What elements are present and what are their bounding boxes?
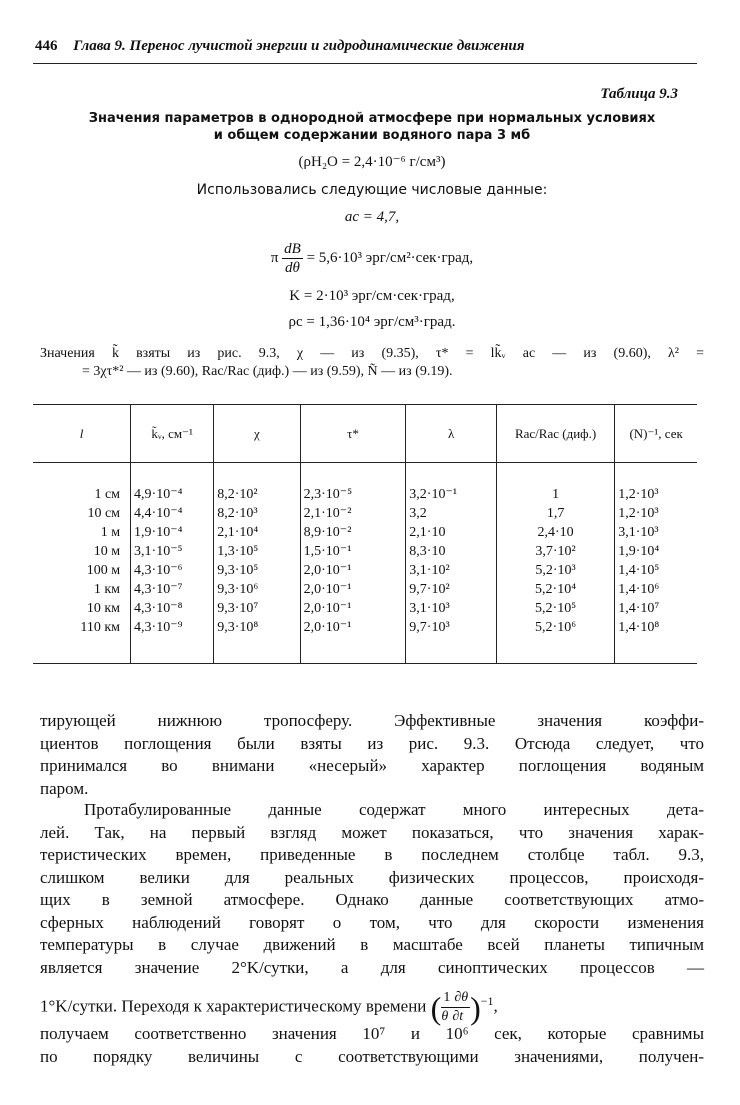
text-line: Протабулированные данные содержат много интересных дета- — [84, 800, 704, 819]
cell: 10 см — [87, 505, 121, 521]
cell: 1,3·10⁵ — [214, 542, 300, 561]
cell: 9,3·10⁷ — [214, 599, 300, 618]
table-row — [33, 523, 697, 542]
cell: 3,1·10² — [406, 561, 497, 580]
cell: 2,3·10⁻⁵ — [300, 485, 406, 504]
cell: 1,4·10⁵ — [615, 561, 697, 580]
cell: 5,2·10³ — [496, 561, 614, 580]
paragraph-2 — [40, 799, 704, 1068]
pi-symbol: π — [270, 249, 279, 266]
cell: 1 см — [94, 486, 121, 502]
formula-line-text: 1°K/сутки. Переходя к характеристическому времени — [40, 996, 427, 1016]
header-lambda: λ — [406, 405, 497, 463]
header-k: k̃ᵥ, см⁻¹ — [131, 405, 214, 463]
paragraph-1 — [40, 710, 704, 800]
K-formula: K = 2·10³ эрг/см·сек·град, — [289, 288, 455, 304]
text-line: циентов поглощения были взяты из рис. 9.3. Отсюда следует, что — [40, 733, 704, 753]
running-title: Глава 9. Перенос лучистой энергии и гидродинамические движения — [73, 38, 525, 54]
cell: 1,2·10³ — [615, 504, 697, 523]
cell: 1,5·10⁻¹ — [300, 542, 406, 561]
table-header-row — [33, 405, 697, 463]
text-line: тирующей нижнюю тропосферу. Эффективные значения коэффи- — [40, 711, 704, 730]
frac-num: 1 — [441, 989, 452, 1008]
exponent: −1 — [480, 994, 494, 1008]
ac-formula: ac = 4,7, — [344, 209, 400, 225]
text-line: температуры в случае движений в масштабе всей планеты типичным — [40, 935, 704, 954]
header-tau: τ* — [300, 405, 406, 463]
cell: 5,2·10⁵ — [496, 599, 614, 618]
table-row — [33, 561, 697, 580]
text-line-formula: 1°K/сутки. Переходя к характеристическому времени ( $\frac{1}{\theta}$ $\frac{\partial\theta}{\partial t}$ )$^{-1}$, — [40, 989, 498, 1026]
table-row — [33, 485, 697, 504]
table-row — [33, 542, 697, 561]
header-chi: χ — [214, 405, 300, 463]
cell: 2,0·10⁻¹ — [300, 561, 406, 580]
cell: 3,2·10⁻¹ — [406, 485, 497, 504]
text-line: теристических времен, приведенные в последнем столбце табл. 9.3, — [40, 845, 704, 864]
table-row — [33, 580, 697, 599]
rho-c-formula: ρc = 1,36·10⁴ эрг/см³·град. — [288, 314, 456, 330]
cell: 2,0·10⁻¹ — [300, 599, 406, 618]
text-line: получаем соответственно значения 10⁷ и 10⁶ сек, которые сравнимы — [40, 1024, 704, 1043]
inline-fraction-2 — [452, 989, 470, 1026]
frac-den-2: ∂t — [452, 1009, 464, 1025]
text-line: лей. Так, на первый взгляд может показаться, что значения харак- — [40, 822, 704, 842]
cell: 5,2·10⁴ — [496, 580, 614, 599]
cell: 4,3·10⁻⁸ — [131, 599, 214, 618]
header-ra: Rac/Rac (диф.) — [496, 405, 614, 463]
cell: 1,4·10⁷ — [615, 599, 697, 618]
cell: 10 км — [86, 600, 121, 616]
left-paren: ( — [430, 989, 442, 1026]
text-line: является значение 2°K/сутки, а для синоптических процессов — — [40, 957, 704, 977]
table-caption-line-1: Значения параметров в однородной атмосфере при нормальных условиях — [88, 111, 656, 126]
cell: 1,4·10⁶ — [615, 580, 697, 599]
right-paren: ) — [470, 989, 481, 1026]
frac-den: θ — [441, 1009, 449, 1025]
table-caption-line-2: и общем содержании водяного пара 3 мб — [213, 128, 531, 143]
cell: 2,1·10 — [406, 523, 497, 542]
cell: 8,2·10³ — [214, 504, 300, 523]
cell: 4,3·10⁻⁷ — [131, 580, 214, 599]
cell: 3,1·10³ — [615, 523, 697, 542]
text-line: сферных наблюдений говорят о том, что для скорости изменения — [40, 912, 704, 932]
cell: 3,2 — [406, 504, 497, 523]
parameters-table — [33, 404, 697, 664]
inline-fraction-1 — [441, 989, 452, 1026]
cell: 3,7·10² — [496, 542, 614, 561]
note-line-2: = 3χτ*² — из (9.60), Rac/Rac (диф.) — из (9.59), Ñ — из (9.19). — [82, 364, 453, 379]
cell: 1 км — [93, 581, 121, 597]
header-n: (N)⁻¹, сек — [615, 405, 697, 463]
cell: 1,4·10⁸ — [615, 618, 697, 664]
cell: 8,2·10² — [214, 485, 300, 504]
cell: 1,2·10³ — [615, 485, 697, 504]
table-row — [33, 599, 697, 618]
table-label: Таблица 9.3 — [600, 86, 678, 102]
header-l: l — [79, 425, 84, 441]
cell: 2,1·10⁴ — [214, 523, 300, 542]
text-line: паром. — [40, 778, 89, 798]
cell: 1 м — [100, 524, 121, 540]
page-number: 446 — [35, 38, 58, 54]
cell: 3,1·10³ — [406, 599, 497, 618]
cell: 2,0·10⁻¹ — [300, 580, 406, 599]
data-intro: Использовались следующие числовые данные: — [196, 182, 548, 198]
dB-denominator: dθ — [285, 260, 300, 276]
note-line-1: Значения k̃ взяты из рис. 9.3, χ — из (9.35), τ* = lk̃ᵥ ac — из (9.60), λ² = — [40, 346, 704, 361]
running-header — [35, 38, 697, 55]
cell: 2,4·10 — [496, 523, 614, 542]
cell: 9,7·10² — [406, 580, 497, 599]
cell: 4,3·10⁻⁹ — [131, 618, 214, 664]
table-spacer — [33, 463, 697, 486]
cell: 2,0·10⁻¹ — [300, 618, 406, 664]
text-line: слишком велики для реальных физических процессов, происходя- — [40, 867, 704, 887]
cell: 1,7 — [496, 504, 614, 523]
cell: 4,4·10⁻⁴ — [131, 504, 214, 523]
text-line: принимался во внимани «несерый» характер поглощения водяным — [40, 756, 704, 775]
cell: 4,9·10⁻⁴ — [131, 485, 214, 504]
cell: 5,2·10⁶ — [496, 618, 614, 664]
dB-fraction — [282, 240, 303, 277]
cell: 1,9·10⁻⁴ — [131, 523, 214, 542]
density-formula: (ρH₂O = 2,4·10⁻⁶ г/см³) — [298, 154, 446, 170]
text-line: по порядку величины с соответствующими значениями, получен- — [40, 1046, 704, 1066]
cell: 9,7·10³ — [406, 618, 497, 664]
dB-value: = 5,6·10³ эрг/см²·сек·град, — [306, 249, 474, 266]
text-line: щих в земной атмосфере. Однако данные соответствующих атмо- — [40, 890, 704, 909]
dB-numerator: dB — [284, 241, 301, 257]
cell: 9,3·10⁶ — [214, 580, 300, 599]
dB-formula — [58, 240, 686, 284]
cell: 1 — [496, 485, 614, 504]
cell: 2,1·10⁻² — [300, 504, 406, 523]
frac-num-2: ∂θ — [452, 989, 470, 1008]
cell: 8,3·10 — [406, 542, 497, 561]
cell: 8,9·10⁻² — [300, 523, 406, 542]
cell: 100 м — [86, 562, 121, 578]
table-row — [33, 504, 697, 523]
cell: 9,3·10⁵ — [214, 561, 300, 580]
cell: 10 м — [93, 543, 121, 559]
cell: 3,1·10⁻⁵ — [131, 542, 214, 561]
cell: 4,3·10⁻⁶ — [131, 561, 214, 580]
cell: 9,3·10⁸ — [214, 618, 300, 664]
cell: 110 км — [80, 619, 121, 635]
cell: 1,9·10⁴ — [615, 542, 697, 561]
table-row — [33, 618, 697, 664]
header-rule — [33, 63, 697, 64]
